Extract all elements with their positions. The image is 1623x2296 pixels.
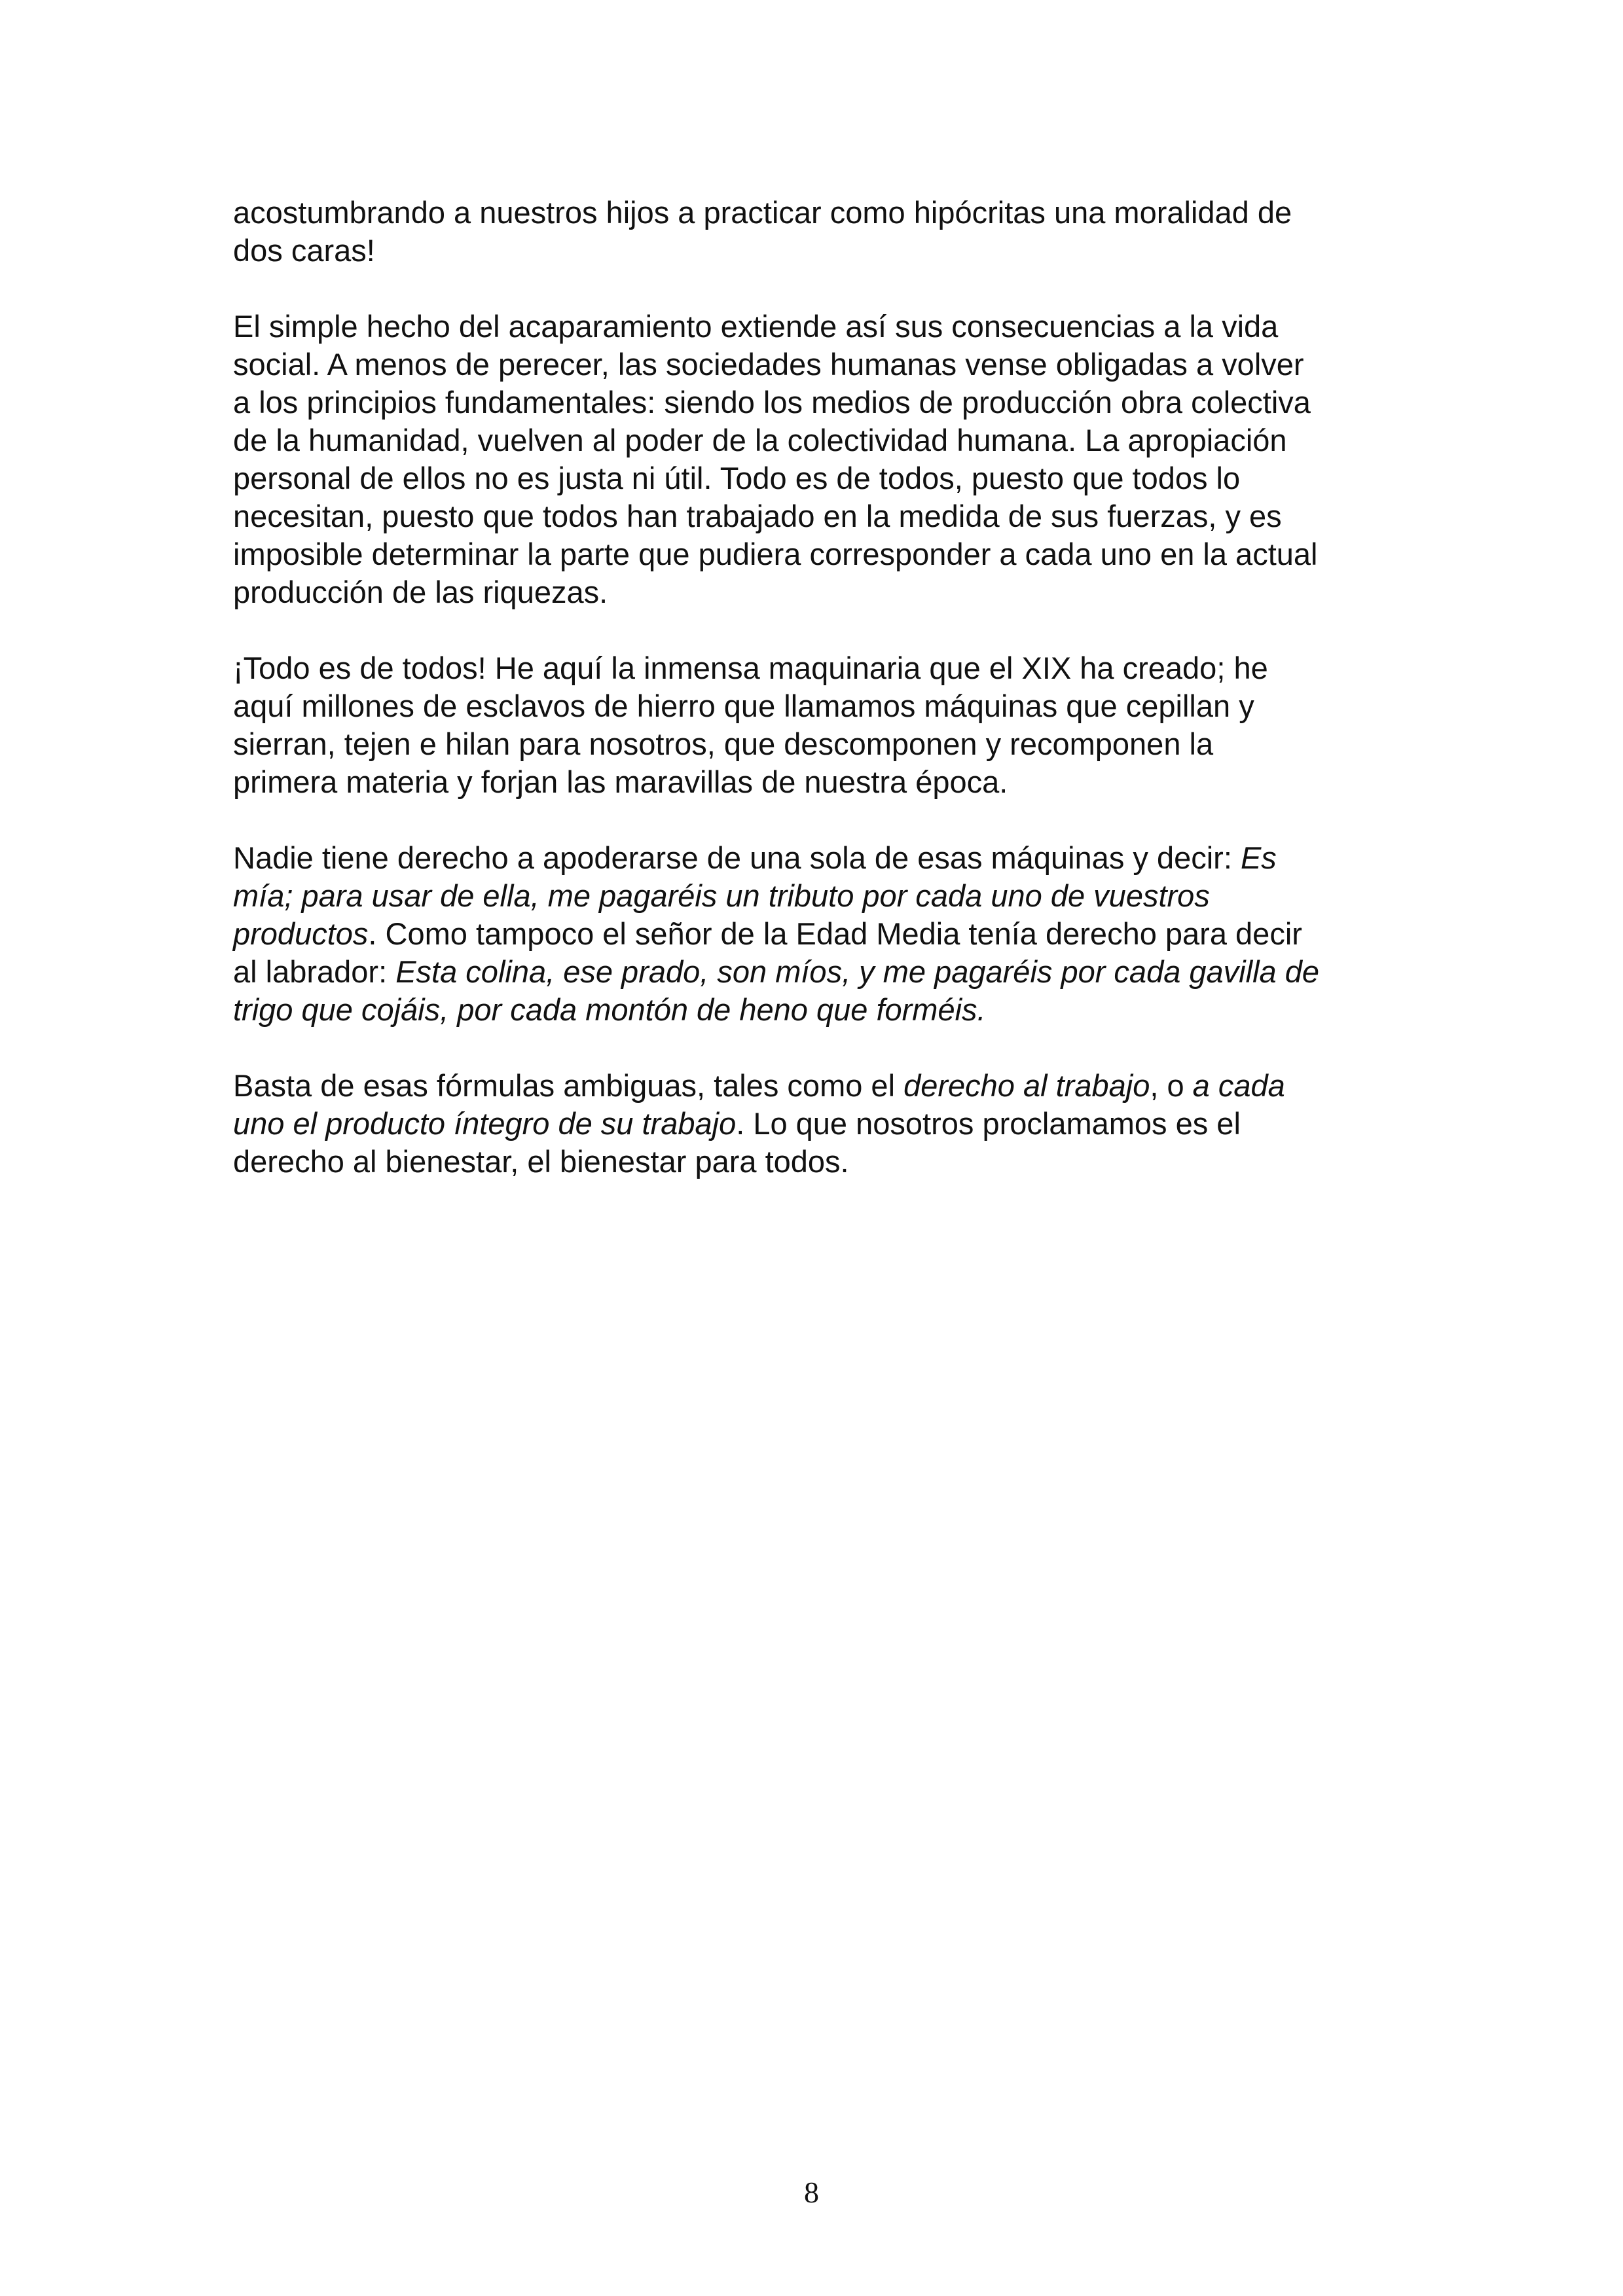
text-line — [233, 839, 1412, 877]
text-run: Nadie tiene derecho a apoderarse de una sola de esas máquinas y decir: — [233, 840, 1241, 875]
text-line — [233, 991, 1412, 1029]
text-line — [233, 877, 1412, 915]
text-run: necesitan, puesto que todos han trabajado en la medida de sus fuerzas, y es — [233, 499, 1282, 533]
text-run: a los principios fundamentales: siendo los medios de producción obra colectiva — [233, 385, 1311, 420]
text-run: sierran, tejen e hilan para nosotros, que descomponen y recomponen la — [233, 726, 1214, 761]
italic-run: productos — [233, 916, 369, 951]
paragraph — [233, 839, 1412, 1029]
text-line — [233, 308, 1412, 346]
text-line — [233, 687, 1412, 725]
text-run: El simple hecho del acaparamiento extiende así sus consecuencias a la vida — [233, 309, 1279, 344]
text-line — [233, 1105, 1412, 1143]
text-line — [233, 725, 1412, 763]
text-line — [233, 953, 1412, 991]
text-run: social. A menos de perecer, las sociedades humanas vense obligadas a volver — [233, 347, 1304, 382]
text-run: personal de ellos no es justa ni útil. Todo es de todos, puesto que todos lo — [233, 461, 1241, 495]
text-line — [233, 649, 1412, 687]
page-number: 8 — [804, 2176, 819, 2209]
paragraph — [233, 308, 1412, 611]
text-line — [233, 232, 1412, 270]
paragraph — [233, 649, 1412, 801]
text-line — [233, 497, 1412, 535]
italic-run: derecho al trabajo — [903, 1068, 1150, 1103]
italic-run: uno el producto íntegro de su trabajo — [233, 1106, 737, 1141]
text-run: de la humanidad, vuelven al poder de la colectividad humana. La apropiación — [233, 423, 1287, 457]
text-run: imposible determinar la parte que pudiera corresponder a cada uno en la actual — [233, 537, 1318, 571]
text-run: ¡Todo es de todos! He aquí la inmensa maquinaria que el XIX ha creado; he — [233, 651, 1268, 685]
text-run: , o — [1150, 1068, 1193, 1103]
text-run: producción de las riquezas. — [233, 575, 608, 609]
text-line — [233, 346, 1412, 384]
text-run: . Lo que nosotros proclamamos es el — [736, 1106, 1241, 1141]
italic-run: mía; para usar de ella, me pagaréis un tributo por cada uno de vuestros — [233, 878, 1210, 913]
body-text — [233, 194, 1412, 1219]
text-run: Basta de esas fórmulas ambiguas, tales como el — [233, 1068, 904, 1103]
text-line — [233, 194, 1412, 232]
text-line — [233, 1067, 1412, 1105]
text-run: dos caras! — [233, 233, 375, 268]
italic-run: Esta colina, ese prado, son míos, y me pagaréis por cada gavilla de — [395, 954, 1319, 989]
text-line — [233, 915, 1412, 953]
text-run: aquí millones de esclavos de hierro que llamamos máquinas que cepillan y — [233, 689, 1254, 723]
text-line — [233, 763, 1412, 801]
italic-run: Es — [1240, 840, 1277, 875]
paragraph — [233, 194, 1412, 270]
text-run: derecho al bienestar, el bienestar para todos. — [233, 1144, 849, 1179]
text-line — [233, 384, 1412, 422]
text-run: acostumbrando a nuestros hijos a practicar como hipócritas una moralidad de — [233, 195, 1292, 230]
italic-run: trigo que cojáis, por cada montón de heno que forméis. — [233, 992, 986, 1027]
text-line — [233, 422, 1412, 459]
text-run: primera materia y forjan las maravillas de nuestra época. — [233, 764, 1008, 799]
text-line — [233, 459, 1412, 497]
text-line — [233, 573, 1412, 611]
italic-run: a cada — [1192, 1068, 1285, 1103]
text-line — [233, 535, 1412, 573]
text-line — [233, 1143, 1412, 1181]
paragraph — [233, 1067, 1412, 1181]
text-run: al labrador: — [233, 954, 396, 989]
text-run: . Como tampoco el señor de la Edad Media tenía derecho para decir — [368, 916, 1302, 951]
